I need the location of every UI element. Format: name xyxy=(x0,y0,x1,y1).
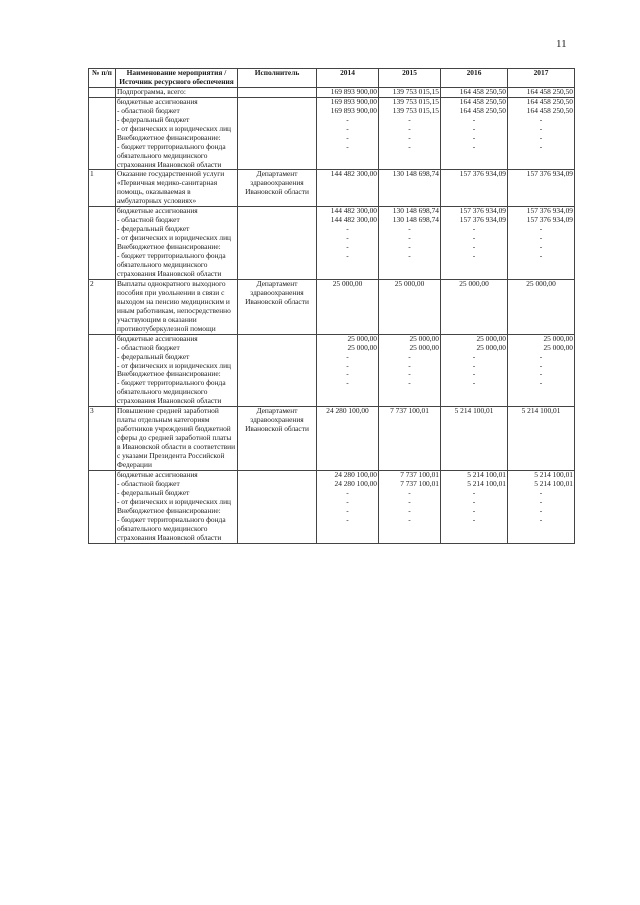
breakdown-executor-cell xyxy=(238,97,317,170)
funding-value: - xyxy=(346,351,349,361)
section-title-row xyxy=(89,170,575,207)
section-total-2016: 164 458 250,50 xyxy=(441,87,508,97)
funding-value: - xyxy=(472,351,476,361)
funding-value: 130 148 698,74 xyxy=(392,215,439,225)
breakdown-number-cell xyxy=(89,207,116,280)
funding-value: 25 000,00 xyxy=(347,342,377,352)
section-total-2017: 25 000,00 xyxy=(508,279,575,334)
section-total-2014: 24 280 100,00 xyxy=(317,407,379,471)
funding-value: - xyxy=(539,360,543,370)
funding-value: - xyxy=(539,505,543,515)
funding-source-label: - областной бюджет xyxy=(117,215,180,225)
funding-source-label: - от физических и юридических лиц xyxy=(117,233,231,243)
section-executor: Департамент здравоохранения Ивановской области xyxy=(238,279,317,334)
funding-value: - xyxy=(472,505,476,515)
breakdown-values-2016 xyxy=(441,334,508,407)
section-title-row xyxy=(89,279,575,334)
program-funding-table xyxy=(88,68,575,544)
funding-source-label: - федеральный бюджет xyxy=(117,224,190,234)
funding-value: - xyxy=(539,496,543,506)
funding-value: 5 214 100,01 xyxy=(467,469,506,479)
funding-value: - xyxy=(408,242,411,252)
section-total-2014: 25 000,00 xyxy=(317,279,379,334)
funding-value: - xyxy=(408,123,411,133)
section-total-2016: 5 214 100,01 xyxy=(441,407,508,471)
funding-value: 25 000,00 xyxy=(476,333,506,343)
section-executor: Департамент здравоохранения Ивановской области xyxy=(238,170,317,207)
section-breakdown-row xyxy=(89,97,575,170)
funding-value: - xyxy=(472,242,476,252)
funding-value: - xyxy=(346,224,349,234)
funding-value: - xyxy=(346,378,349,388)
funding-value: 144 482 300,00 xyxy=(330,215,377,225)
funding-value: - xyxy=(472,378,476,388)
funding-source-label: - федеральный бюджет xyxy=(117,487,190,497)
funding-value: - xyxy=(539,514,543,524)
section-total-2015: 7 737 100,01 xyxy=(379,407,441,471)
breakdown-values-2016 xyxy=(441,97,508,170)
section-executor xyxy=(238,87,317,97)
section-title-row xyxy=(89,407,575,471)
funding-source-label: Внебюджетное финансирование: xyxy=(117,505,221,515)
funding-value: 25 000,00 xyxy=(543,342,573,352)
section-total-2015: 130 148 698,74 xyxy=(379,170,441,207)
header-2016: 2016 xyxy=(441,69,508,88)
funding-source-label: - областной бюджет xyxy=(117,342,180,352)
header-name-line2: Источник ресурсного обеспечения xyxy=(119,76,234,86)
funding-value: - xyxy=(472,132,476,142)
funding-value: - xyxy=(346,360,349,370)
funding-value: - xyxy=(408,505,411,515)
funding-value: 5 214 100,01 xyxy=(534,469,573,479)
funding-value: - xyxy=(408,233,411,243)
breakdown-values-2017 xyxy=(508,97,575,170)
breakdown-values-2016 xyxy=(441,470,508,543)
breakdown-values-2015 xyxy=(379,470,441,543)
funding-source-label: - федеральный бюджет xyxy=(117,114,190,124)
funding-value: - xyxy=(346,514,349,524)
funding-value: - xyxy=(408,369,411,379)
funding-value: - xyxy=(539,242,543,252)
breakdown-values-2015 xyxy=(379,97,441,170)
header-2017: 2017 xyxy=(508,69,575,88)
funding-value: - xyxy=(408,141,411,151)
funding-value: - xyxy=(408,251,411,261)
funding-value: - xyxy=(346,505,349,515)
section-total-2014: 169 893 900,00 xyxy=(317,87,379,97)
funding-value: - xyxy=(472,487,476,497)
funding-value: 164 458 250,50 xyxy=(459,105,506,115)
funding-value: - xyxy=(539,123,543,133)
header-2015: 2015 xyxy=(379,69,441,88)
section-total-2014: 144 482 300,00 xyxy=(317,170,379,207)
section-breakdown-row xyxy=(89,470,575,543)
breakdown-labels xyxy=(116,207,238,280)
funding-source-label: - областной бюджет xyxy=(117,105,180,115)
funding-value: 157 376 934,09 xyxy=(459,206,506,216)
header-executor: Исполнитель xyxy=(238,69,317,88)
funding-value: 169 893 900,00 xyxy=(330,96,377,106)
breakdown-values-2017 xyxy=(508,470,575,543)
funding-value: - xyxy=(472,224,476,234)
funding-value: - xyxy=(472,123,476,133)
section-breakdown-row xyxy=(89,207,575,280)
section-total-2015: 139 753 015,15 xyxy=(379,87,441,97)
funding-value: - xyxy=(346,123,349,133)
funding-value: - xyxy=(539,233,543,243)
funding-value: - xyxy=(408,378,411,388)
funding-source-label: - бюджет территориального фонда обязательного медицинского страхования Ивановской области xyxy=(117,141,226,169)
funding-value: 139 753 015,15 xyxy=(392,105,439,115)
section-number xyxy=(89,87,116,97)
breakdown-values-2017 xyxy=(508,207,575,280)
funding-source-label: Внебюджетное финансирование: xyxy=(117,242,221,252)
funding-value: - xyxy=(539,378,543,388)
funding-source-label: бюджетные ассигнования xyxy=(117,206,198,216)
funding-source-label: - федеральный бюджет xyxy=(117,351,190,361)
section-title: Оказание государственной услуги «Первичная медико-санитарная помощь, оказываемая в амбулаторных условиях» xyxy=(116,170,238,207)
breakdown-values-2014 xyxy=(317,334,379,407)
funding-value: 24 280 100,00 xyxy=(334,478,377,488)
funding-value: 25 000,00 xyxy=(409,333,439,343)
funding-source-label: - областной бюджет xyxy=(117,478,180,488)
funding-value: - xyxy=(346,251,349,261)
breakdown-values-2014 xyxy=(317,207,379,280)
funding-value: - xyxy=(346,114,349,124)
table-body xyxy=(89,87,575,543)
funding-value: - xyxy=(408,487,411,497)
funding-value: - xyxy=(472,114,476,124)
funding-value: - xyxy=(539,114,543,124)
funding-value: 24 280 100,00 xyxy=(334,469,377,479)
funding-value: 7 737 100,01 xyxy=(400,478,439,488)
funding-value: - xyxy=(472,141,476,151)
funding-source-label: - от физических и юридических лиц xyxy=(117,123,231,133)
breakdown-executor-cell xyxy=(238,470,317,543)
funding-value: 164 458 250,50 xyxy=(526,105,573,115)
section-total-2017: 164 458 250,50 xyxy=(508,87,575,97)
funding-value: 169 893 900,00 xyxy=(330,105,377,115)
breakdown-number-cell xyxy=(89,334,116,407)
funding-value: 25 000,00 xyxy=(543,333,573,343)
funding-source-label: - бюджет территориального фонда обязательного медицинского страхования Ивановской области xyxy=(117,514,226,542)
funding-value: - xyxy=(408,351,411,361)
section-title: Повышение средней заработной платы отдельным категориям работников учреждений бюджетной сферы до средней заработной платы в Ивановской области в соответствии с указами Президента Российской Федерации xyxy=(116,407,238,471)
breakdown-values-2014 xyxy=(317,470,379,543)
funding-value: - xyxy=(346,369,349,379)
funding-source-label: бюджетные ассигнования xyxy=(117,96,198,106)
funding-source-label: Внебюджетное финансирование: xyxy=(117,132,221,142)
funding-value: - xyxy=(472,369,476,379)
section-number: 3 xyxy=(89,407,116,471)
funding-value: - xyxy=(346,233,349,243)
breakdown-labels xyxy=(116,97,238,170)
funding-value: - xyxy=(539,251,543,261)
breakdown-number-cell xyxy=(89,470,116,543)
breakdown-executor-cell xyxy=(238,334,317,407)
funding-value: - xyxy=(472,496,476,506)
funding-value: - xyxy=(539,487,543,497)
funding-value: - xyxy=(408,114,411,124)
header-num: № п/п xyxy=(89,69,116,88)
funding-source-label: бюджетные ассигнования xyxy=(117,469,198,479)
breakdown-values-2016 xyxy=(441,207,508,280)
table-header-row xyxy=(89,69,575,88)
section-title: Подпрограмма, всего: xyxy=(116,87,238,97)
section-executor: Департамент здравоохранения Ивановской области xyxy=(238,407,317,471)
funding-value: 144 482 300,00 xyxy=(330,206,377,216)
section-title: Выплаты однократного выходного пособия при увольнении в связи с выходом на пенсию медицинским и иным работникам, непосредственно участвующим в оказании противотуберкулезной помощи xyxy=(116,279,238,334)
funding-value: 7 737 100,01 xyxy=(400,469,439,479)
funding-source-label: Внебюджетное финансирование: xyxy=(117,369,221,379)
section-total-2016: 25 000,00 xyxy=(441,279,508,334)
funding-value: - xyxy=(539,141,543,151)
header-name xyxy=(116,69,238,88)
breakdown-values-2014 xyxy=(317,97,379,170)
funding-value: - xyxy=(539,369,543,379)
funding-value: - xyxy=(539,132,543,142)
funding-value: 25 000,00 xyxy=(347,333,377,343)
breakdown-number-cell xyxy=(89,97,116,170)
funding-value: - xyxy=(472,251,476,261)
funding-value: - xyxy=(472,514,476,524)
page-number: 11 xyxy=(556,38,567,50)
funding-value: - xyxy=(408,132,411,142)
funding-value: 157 376 934,09 xyxy=(526,206,573,216)
funding-value: - xyxy=(539,351,543,361)
funding-value: - xyxy=(408,496,411,506)
funding-value: - xyxy=(408,514,411,524)
funding-value: 5 214 100,01 xyxy=(534,478,573,488)
funding-value: 5 214 100,01 xyxy=(467,478,506,488)
funding-value: - xyxy=(408,360,411,370)
funding-value: 157 376 934,09 xyxy=(526,215,573,225)
breakdown-values-2015 xyxy=(379,334,441,407)
breakdown-labels xyxy=(116,470,238,543)
section-total-2017: 5 214 100,01 xyxy=(508,407,575,471)
funding-value: 139 753 015,15 xyxy=(392,96,439,106)
funding-source-label: - бюджет территориального фонда обязательного медицинского страхования Ивановской области xyxy=(117,251,226,278)
breakdown-values-2015 xyxy=(379,207,441,280)
section-total-2015: 25 000,00 xyxy=(379,279,441,334)
breakdown-values-2017 xyxy=(508,334,575,407)
funding-value: 130 148 698,74 xyxy=(392,206,439,216)
section-number: 2 xyxy=(89,279,116,334)
section-title-row xyxy=(89,87,575,97)
funding-value: 164 458 250,50 xyxy=(459,96,506,106)
section-total-2017: 157 376 934,09 xyxy=(508,170,575,207)
section-total-2016: 157 376 934,09 xyxy=(441,170,508,207)
header-name-line1: Наименование мероприятия / xyxy=(126,68,227,77)
funding-value: 157 376 934,09 xyxy=(459,215,506,225)
breakdown-executor-cell xyxy=(238,207,317,280)
funding-value: - xyxy=(346,487,349,497)
section-number: 1 xyxy=(89,170,116,207)
funding-source-label: - от физических и юридических лиц xyxy=(117,360,231,370)
header-2014: 2014 xyxy=(317,69,379,88)
funding-value: - xyxy=(408,224,411,234)
funding-value: - xyxy=(472,360,476,370)
funding-source-label: бюджетные ассигнования xyxy=(117,333,198,343)
funding-value: 25 000,00 xyxy=(476,342,506,352)
funding-value: - xyxy=(346,132,349,142)
funding-source-label: - бюджет территориального фонда обязательного медицинского страхования Ивановской области xyxy=(117,378,226,406)
breakdown-labels xyxy=(116,334,238,407)
section-breakdown-row xyxy=(89,334,575,407)
funding-value: - xyxy=(539,224,543,234)
funding-value: 25 000,00 xyxy=(409,342,439,352)
funding-value: - xyxy=(346,242,349,252)
funding-value: 164 458 250,50 xyxy=(526,96,573,106)
funding-value: - xyxy=(346,141,349,151)
funding-value: - xyxy=(346,496,349,506)
funding-source-label: - от физических и юридических лиц xyxy=(117,496,231,506)
funding-value: - xyxy=(472,233,476,243)
